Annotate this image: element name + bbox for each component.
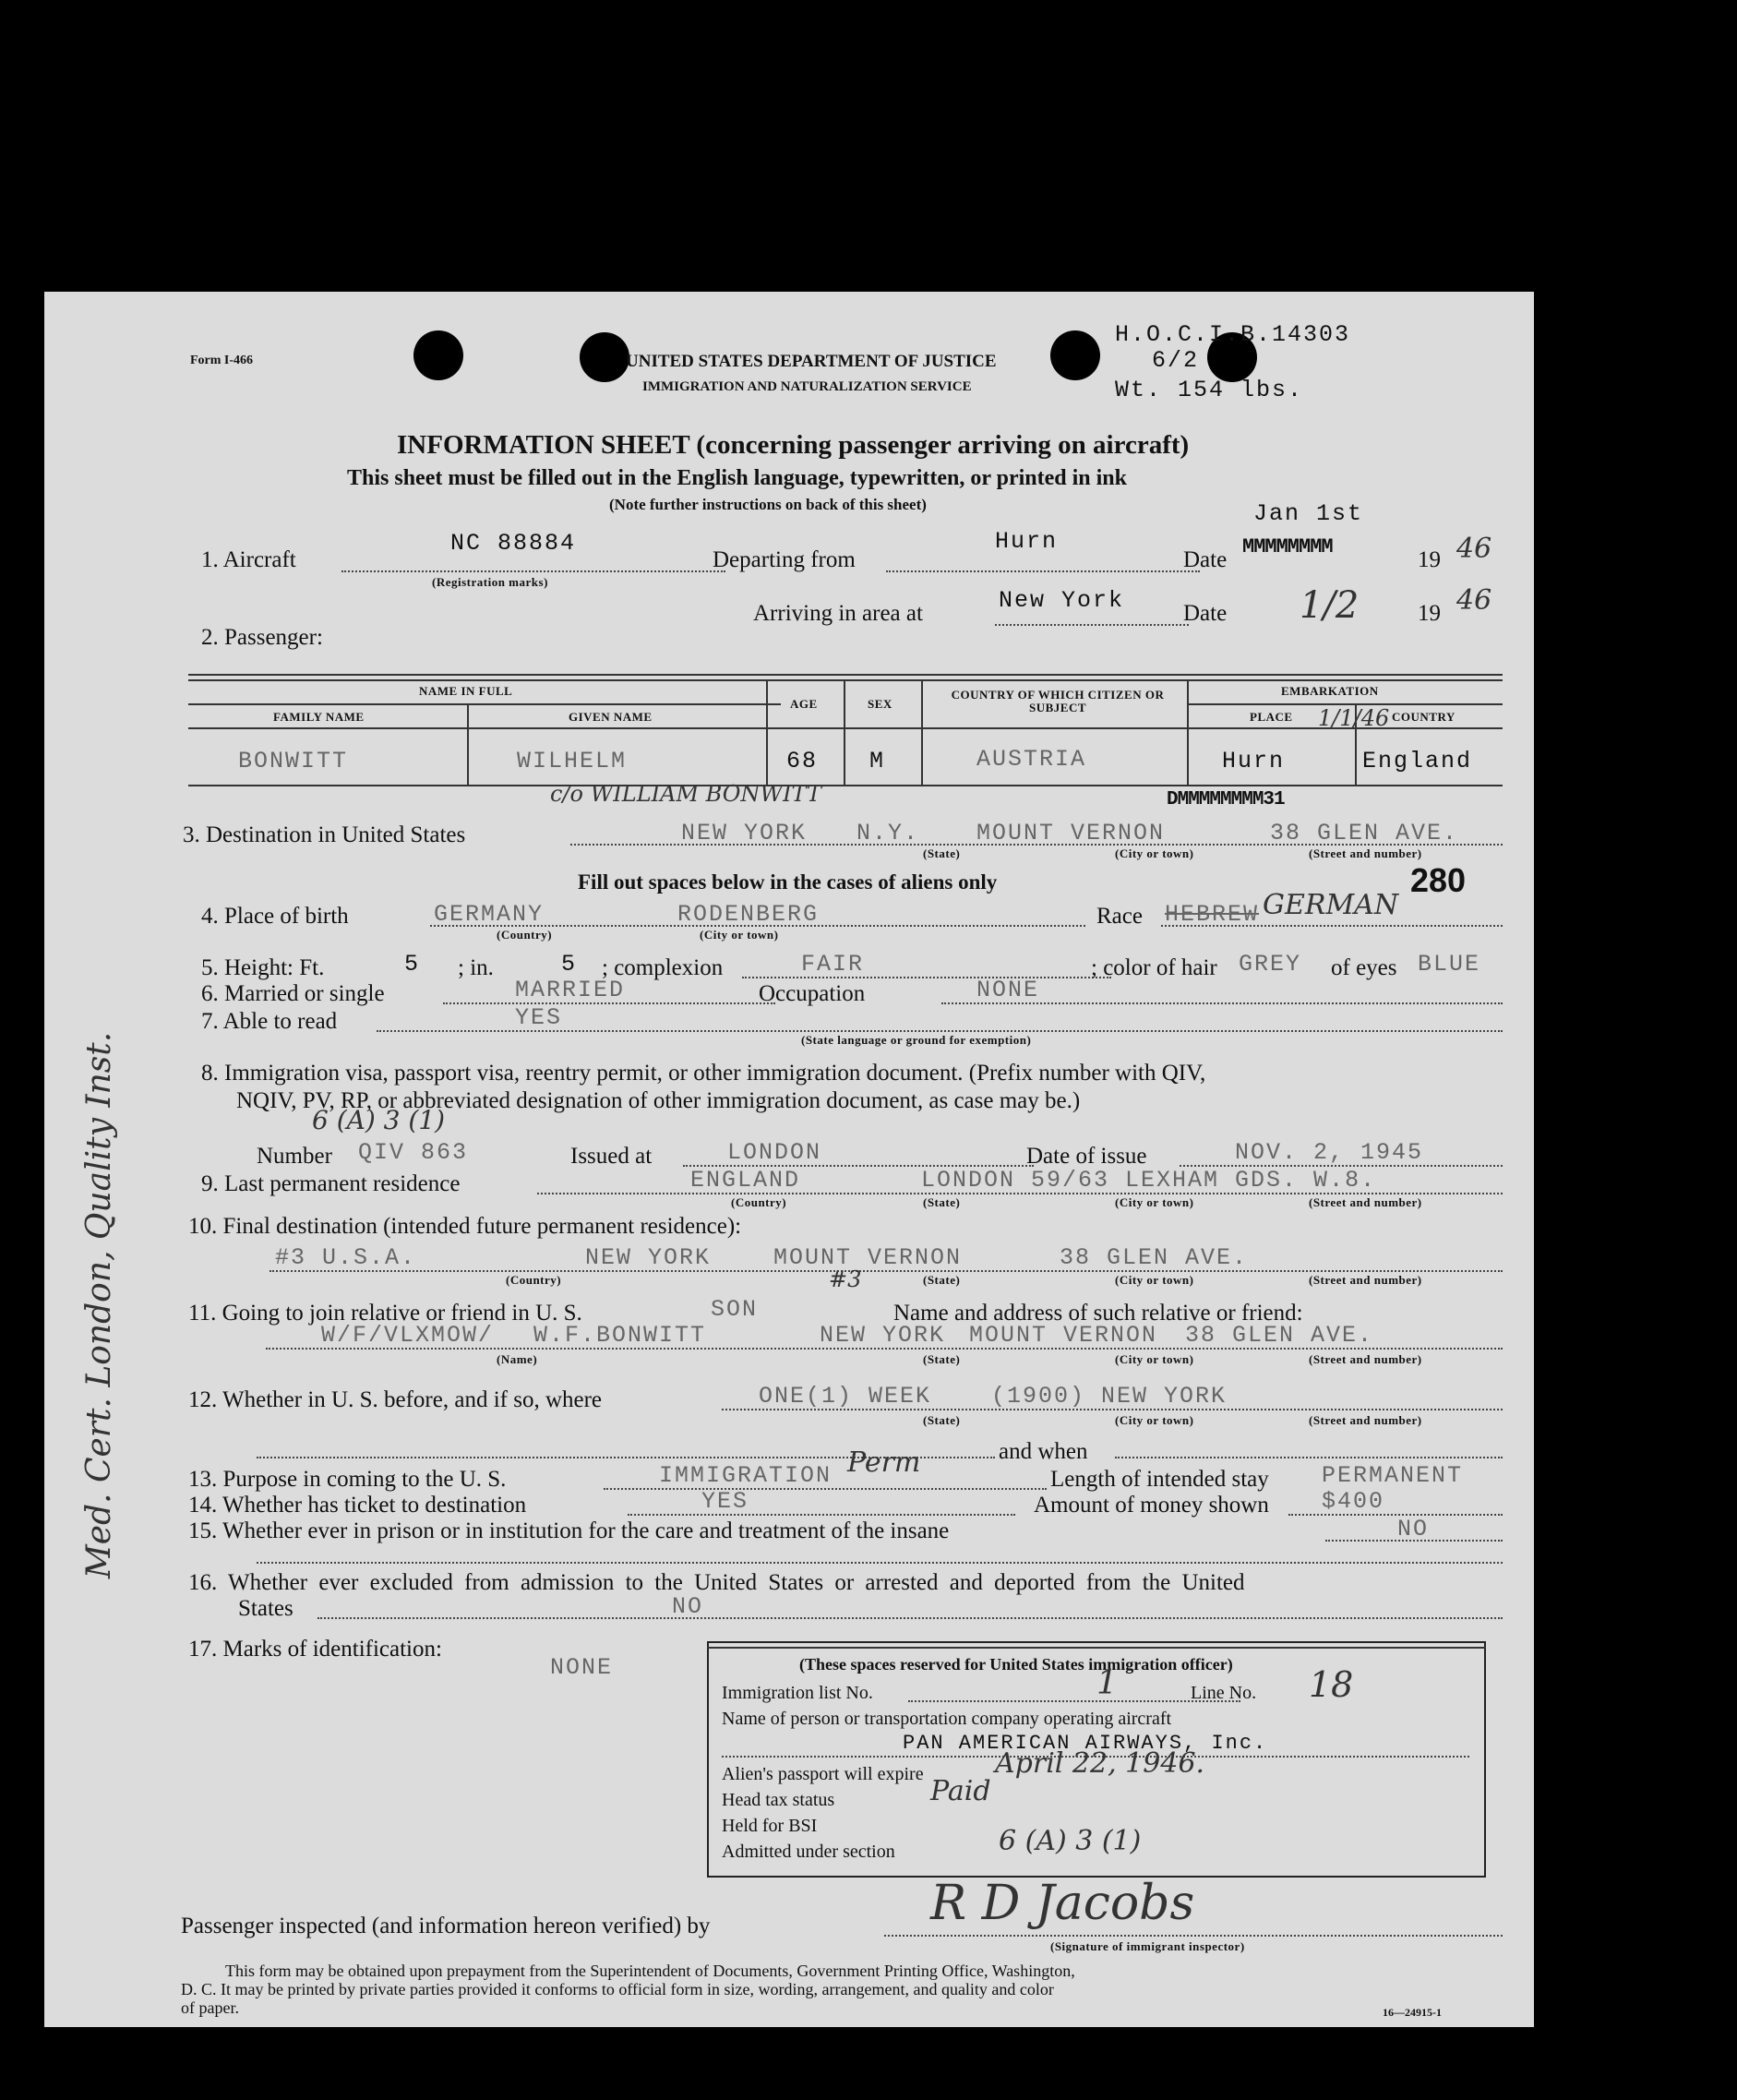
signature-caption: (Signature of immigrant inspector) bbox=[1050, 1939, 1245, 1953]
care-of-note: c/o WILLIAM BONWITT bbox=[550, 781, 822, 807]
stay-length-value: PERMANENT bbox=[1322, 1462, 1464, 1489]
visa-number: QIV 863 bbox=[358, 1139, 469, 1166]
line-no-label: Line No. bbox=[1191, 1683, 1257, 1703]
footer-code: 16—24915-1 bbox=[1383, 2006, 1442, 2019]
country-caption-10: (Country) bbox=[506, 1273, 562, 1287]
arriving-value: New York bbox=[999, 587, 1125, 614]
stamp-number: 280 bbox=[1410, 861, 1467, 899]
given-name-value: WILHELM bbox=[517, 748, 628, 774]
city-caption-birth: (City or town) bbox=[700, 928, 779, 942]
ticket-value: YES bbox=[701, 1488, 749, 1515]
occupation-value: NONE bbox=[976, 977, 1040, 1003]
operator-label: Name of person or transportation company operating aircraft bbox=[722, 1709, 1172, 1729]
city-caption: (City or town) bbox=[1115, 846, 1194, 860]
city-caption-11: (City or town) bbox=[1115, 1352, 1194, 1366]
before-value: ONE(1) WEEK bbox=[759, 1383, 932, 1410]
complexion-value: FAIR bbox=[801, 951, 865, 978]
residence-address: LONDON 59/63 LEXHAM GDS. W.8. bbox=[921, 1167, 1377, 1194]
height-in-label: ; in. bbox=[458, 955, 494, 980]
punch-hole bbox=[1050, 330, 1100, 380]
purpose-label: 13. Purpose in coming to the U. S. bbox=[188, 1467, 507, 1492]
money-value: $400 bbox=[1322, 1488, 1385, 1515]
state-caption: (State) bbox=[923, 846, 961, 860]
year-suffix: 46 bbox=[1456, 533, 1492, 565]
city-caption-12: (City or town) bbox=[1115, 1413, 1194, 1427]
head-tax-value: Paid bbox=[930, 1775, 991, 1807]
eyes-value: BLUE bbox=[1418, 951, 1481, 978]
name-caption: (Name) bbox=[497, 1352, 538, 1366]
final-city: MOUNT VERNON bbox=[773, 1244, 963, 1271]
relative-label2: Name and address of such relative or friend: bbox=[893, 1301, 1303, 1326]
city-caption-9: (City or town) bbox=[1115, 1195, 1194, 1209]
destination-label: 3. Destination in United States bbox=[183, 822, 466, 847]
relative-relation: SON bbox=[711, 1296, 759, 1323]
married-label: 6. Married or single bbox=[201, 981, 385, 1006]
list-no-label: Immigration list No. bbox=[722, 1683, 873, 1703]
height-label: 5. Height: Ft. bbox=[201, 955, 325, 980]
purpose-handwritten: Perm bbox=[847, 1446, 921, 1479]
aircraft-registration: NC 88884 bbox=[450, 530, 577, 557]
state-caption-9: (State) bbox=[923, 1195, 961, 1209]
list-no-value: 1 bbox=[1096, 1664, 1118, 1702]
residence-label: 9. Last permanent residence bbox=[201, 1171, 461, 1196]
birth-country: GERMANY bbox=[434, 901, 545, 928]
street-caption-10: (Street and number) bbox=[1309, 1273, 1422, 1287]
street-caption-9: (Street and number) bbox=[1309, 1195, 1422, 1209]
prison-label: 15. Whether ever in prison or in institution for the care and treatment of the insane bbox=[188, 1518, 950, 1543]
married-value: MARRIED bbox=[515, 977, 626, 1003]
embark-place-value: Hurn bbox=[1222, 748, 1286, 774]
destination-state: NEW YORK bbox=[681, 820, 808, 846]
citizenship-value: AUSTRIA bbox=[976, 746, 1087, 773]
form-subtitle: This sheet must be filled out in the English language, typewritten, or printed in ink bbox=[347, 466, 1127, 490]
embark-country-header: COUNTRY bbox=[1392, 710, 1455, 724]
family-name-value: BONWITT bbox=[238, 748, 349, 774]
street-caption: (Street and number) bbox=[1309, 846, 1422, 860]
hair-label: ; color of hair bbox=[1091, 955, 1217, 980]
punch-hole bbox=[580, 332, 629, 382]
street-caption-11: (Street and number) bbox=[1309, 1352, 1422, 1366]
race-typed: HEBREW bbox=[1165, 901, 1260, 928]
inspected-label: Passenger inspected (and information hereon verified) by bbox=[181, 1914, 711, 1938]
form-title: INFORMATION SHEET (concerning passenger arriving on aircraft) bbox=[397, 430, 1190, 460]
visa-number-label: Number bbox=[257, 1144, 332, 1169]
form-number: Form I-466 bbox=[190, 354, 254, 367]
country-header: COUNTRY OF WHICH CITIZEN OR SUBJECT bbox=[951, 688, 1165, 715]
issued-value: LONDON bbox=[727, 1139, 822, 1166]
bsi-label: Held for BSI bbox=[722, 1816, 818, 1836]
height-in: 5 bbox=[561, 951, 578, 978]
sex-value: M bbox=[869, 748, 886, 774]
office-stamp-date: 6/2 bbox=[1152, 347, 1200, 374]
marks-value: NONE bbox=[550, 1654, 614, 1681]
sex-header: SEX bbox=[868, 697, 892, 711]
country-caption-9: (Country) bbox=[731, 1195, 787, 1209]
service-title: IMMIGRATION AND NATURALIZATION SERVICE bbox=[642, 379, 972, 394]
arrival-year-suffix: 46 bbox=[1456, 584, 1492, 617]
issue-date-label: Date of issue bbox=[1026, 1144, 1147, 1169]
birth-label: 4. Place of birth bbox=[201, 904, 349, 929]
passport-expire-value: April 22, 1946. bbox=[995, 1747, 1205, 1780]
state-caption-11: (State) bbox=[923, 1352, 961, 1366]
operator-value: PAN AMERICAN AIRWAYS, Inc. bbox=[903, 1732, 1268, 1755]
state-caption-12: (State) bbox=[923, 1413, 961, 1427]
year-prefix: 19 bbox=[1418, 547, 1441, 572]
residence-country: ENGLAND bbox=[690, 1167, 801, 1194]
registration-caption: (Registration marks) bbox=[432, 575, 548, 589]
relative-street: 38 GLEN AVE. bbox=[1185, 1322, 1374, 1349]
destination-street: 38 GLEN AVE. bbox=[1270, 820, 1459, 846]
country-caption: (Country) bbox=[497, 928, 553, 942]
place-header: PLACE bbox=[1250, 710, 1293, 724]
line-no-value: 18 bbox=[1309, 1664, 1354, 1705]
read-value: YES bbox=[515, 1004, 563, 1031]
race-label-text: Race bbox=[1096, 904, 1143, 929]
read-label: 7. Able to read bbox=[201, 1009, 338, 1034]
information-sheet bbox=[44, 292, 1534, 2027]
punch-hole bbox=[413, 330, 463, 380]
admitted-label: Admitted under section bbox=[722, 1842, 895, 1862]
ticket-label: 14. Whether has ticket to destination bbox=[188, 1493, 527, 1518]
age-value: 68 bbox=[786, 748, 819, 774]
relative-state: NEW YORK bbox=[820, 1322, 946, 1349]
date-label: Date bbox=[1183, 547, 1228, 572]
final-street: 38 GLEN AVE. bbox=[1060, 1244, 1249, 1271]
final-country: #3 U.S.A. bbox=[275, 1244, 417, 1271]
destination-city: MOUNT VERNON bbox=[976, 820, 1166, 846]
footer-line2: D. C. It may be printed by private parties provided it conforms to official form in size, wording, arrangement, and quality and color bbox=[181, 1980, 1054, 1998]
money-label: Amount of money shown bbox=[1034, 1493, 1269, 1518]
city-caption-10: (City or town) bbox=[1115, 1273, 1194, 1287]
age-header: AGE bbox=[790, 697, 818, 711]
head-tax-label: Head tax status bbox=[722, 1790, 835, 1810]
final-destination-label: 10. Final destination (intended future permanent residence): bbox=[188, 1214, 742, 1239]
given-name-header: GIVEN NAME bbox=[569, 710, 653, 724]
weight-note: Wt. 154 lbs. bbox=[1115, 377, 1304, 403]
form-note: (Note further instructions on back of this sheet) bbox=[609, 496, 927, 513]
final-dest-hand-note: #3 bbox=[829, 1266, 862, 1292]
relative-name: W.F.BONWITT bbox=[533, 1322, 707, 1349]
complexion-label: ; complexion bbox=[602, 955, 724, 980]
excluded-label-line2: States bbox=[238, 1596, 293, 1621]
arrival-date-label: Date bbox=[1183, 601, 1228, 626]
embark-overstrike: DMMMMMMMM31 bbox=[1167, 789, 1285, 810]
department-title: UNITED STATES DEPARTMENT OF JUSTICE bbox=[626, 352, 997, 371]
office-stamp: H.O.C.I.B.14303 bbox=[1115, 321, 1351, 348]
issue-date-value: NOV. 2, 1945 bbox=[1235, 1139, 1424, 1166]
embark-country-value: England bbox=[1362, 748, 1473, 774]
admitted-value: 6 (A) 3 (1) bbox=[999, 1825, 1142, 1857]
departing-label: Departing from bbox=[713, 547, 856, 572]
stay-length-label: Length of intended stay bbox=[1050, 1467, 1269, 1492]
aliens-heading: Fill out spaces below in the cases of aliens only bbox=[578, 870, 998, 894]
arrival-year-prefix: 19 bbox=[1418, 601, 1441, 626]
eyes-label: of eyes bbox=[1331, 955, 1397, 980]
relative-city: MOUNT VERNON bbox=[969, 1322, 1158, 1349]
relative-label: 11. Going to join relative or friend in U. S. bbox=[188, 1301, 582, 1326]
visa-label-line1: 8. Immigration visa, passport visa, reentry permit, or other immigration document. (Prefix number with QIV, bbox=[201, 1061, 1206, 1086]
inspector-signature: R D Jacobs bbox=[930, 1876, 1195, 1931]
excluded-value: NO bbox=[672, 1593, 704, 1620]
issued-label: Issued at bbox=[570, 1144, 653, 1169]
footer-line3: of paper. bbox=[181, 1998, 239, 2017]
excluded-label-line1: 16. Whether ever excluded from admission to the United States or arrested and deported from the United bbox=[188, 1570, 1245, 1595]
birth-city: RODENBERG bbox=[677, 901, 820, 928]
state-language-caption: (State language or ground for exemption) bbox=[801, 1033, 1032, 1047]
before-year: (1900) NEW YORK bbox=[991, 1383, 1228, 1410]
before-when-label: and when bbox=[999, 1439, 1088, 1464]
race-handwritten: GERMAN bbox=[1263, 889, 1399, 921]
passport-expire-label: Alien's passport will expire bbox=[722, 1764, 924, 1784]
visa-label-line2: NQIV, PV, RP, or abbreviated designation of other immigration document, as case may be.) bbox=[236, 1088, 1081, 1113]
height-ft: 5 bbox=[404, 951, 421, 978]
relative-struck: W/F/VLXMOW/ bbox=[321, 1322, 495, 1349]
aircraft-label: 1. Aircraft bbox=[201, 547, 296, 572]
departure-date-typed: Jan 1st bbox=[1253, 500, 1364, 527]
purpose-value: IMMIGRATION bbox=[659, 1462, 833, 1489]
before-label: 12. Whether in U. S. before, and if so, where bbox=[188, 1387, 603, 1412]
date-overstrike: MMMMMMMM bbox=[1242, 535, 1333, 558]
marks-label: 17. Marks of identification: bbox=[188, 1637, 442, 1662]
name-in-full-header: NAME IN FULL bbox=[419, 684, 513, 698]
arriving-label: Arriving in area at bbox=[753, 601, 923, 626]
arrival-date: 1/2 bbox=[1300, 584, 1360, 627]
passenger-label: 2. Passenger: bbox=[201, 625, 323, 650]
family-name-header: FAMILY NAME bbox=[273, 710, 365, 724]
occupation-label: Occupation bbox=[759, 981, 866, 1006]
destination-state-abbr: N.Y. bbox=[857, 820, 920, 846]
footer-line1: This form may be obtained upon prepayment from the Superintendent of Documents, Government Printing Office, Washington, bbox=[225, 1962, 1075, 1980]
state-caption-10: (State) bbox=[923, 1273, 961, 1287]
embarkation-header: EMBARKATION bbox=[1281, 684, 1379, 698]
departing-value: Hurn bbox=[995, 528, 1059, 555]
street-caption-12: (Street and number) bbox=[1309, 1413, 1422, 1427]
margin-note: Med. Cert. London, Quality Inst. bbox=[80, 1031, 118, 1579]
officer-box-title: (These spaces reserved for United States immigration officer) bbox=[799, 1655, 1233, 1674]
embark-date-note: 1/1/46 bbox=[1318, 705, 1390, 731]
visa-handwritten-code: 6 (A) 3 (1) bbox=[312, 1105, 446, 1135]
hair-value: GREY bbox=[1239, 951, 1302, 978]
prison-value: NO bbox=[1397, 1516, 1430, 1542]
final-state: NEW YORK bbox=[585, 1244, 712, 1271]
